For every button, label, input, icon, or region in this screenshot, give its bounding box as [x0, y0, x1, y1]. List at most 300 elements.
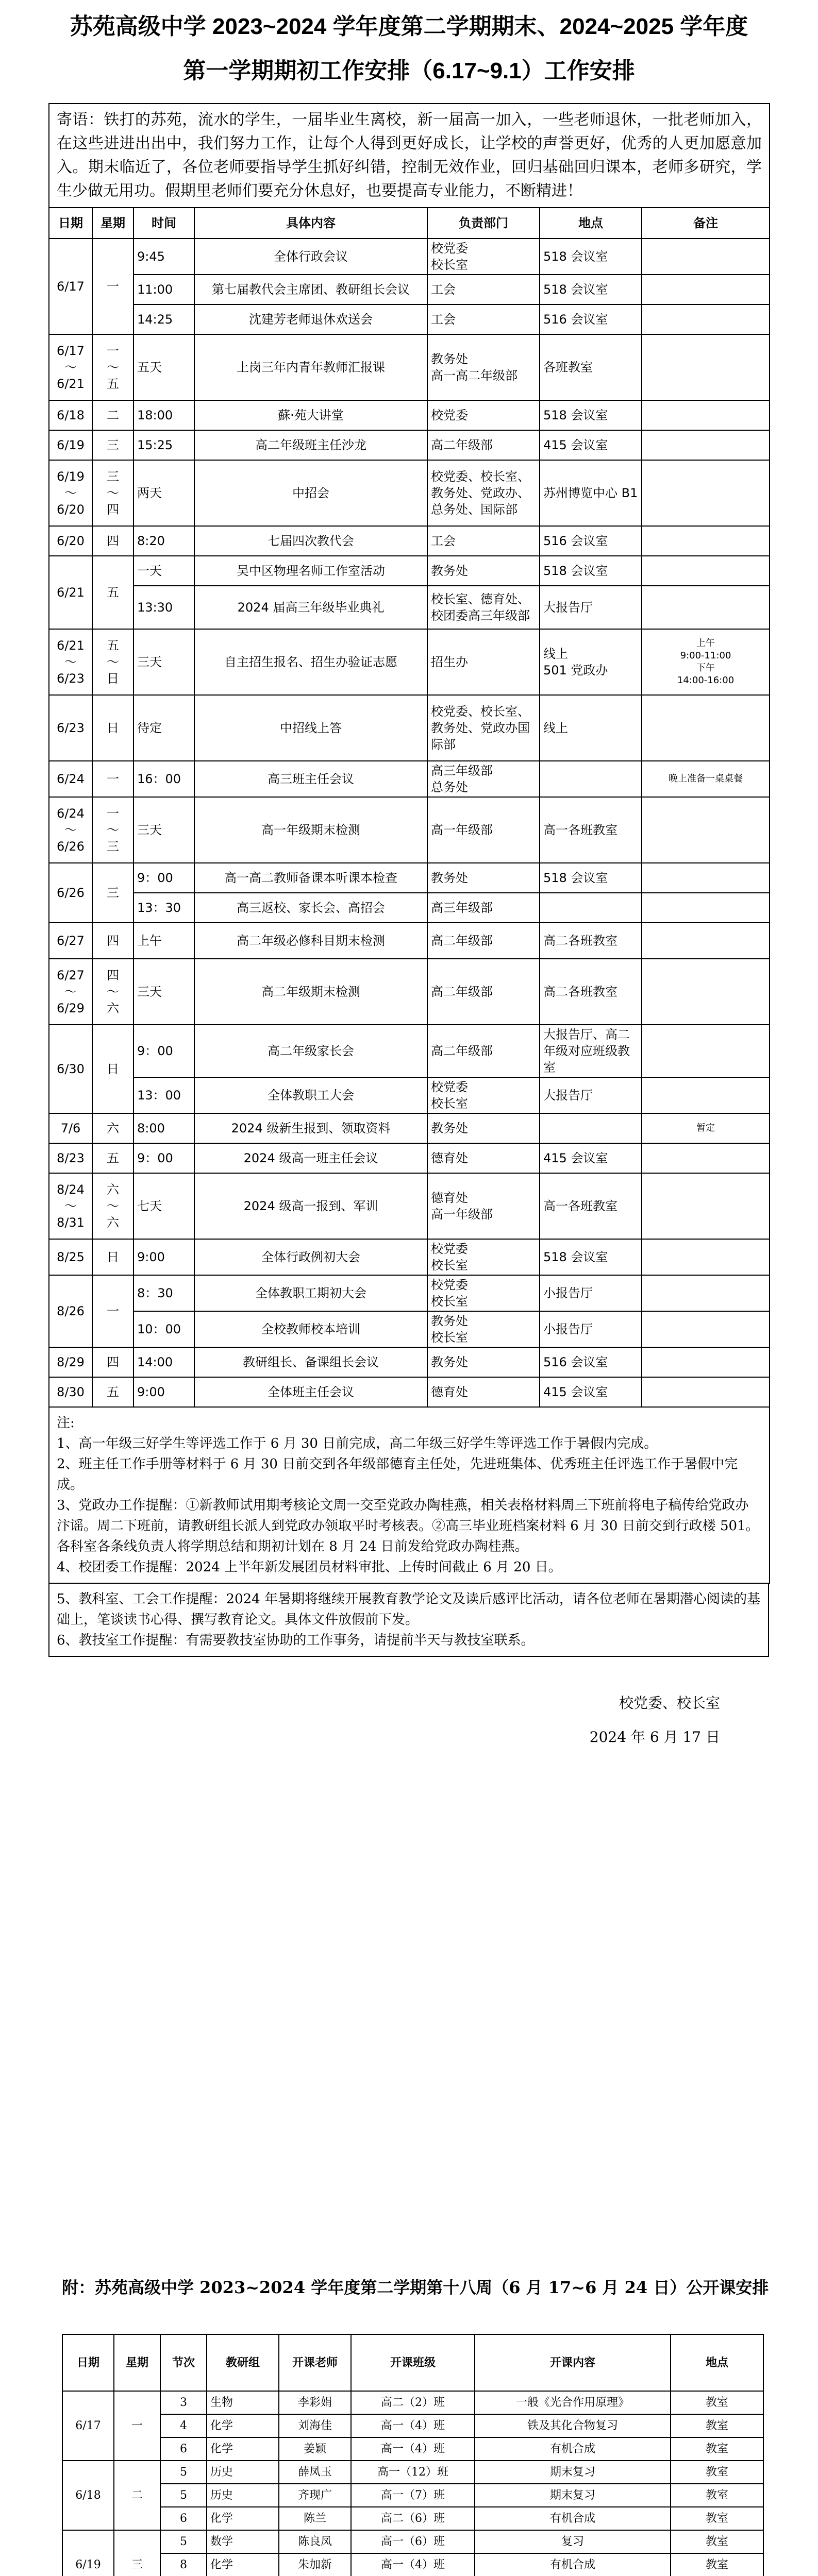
weekday-cell: 三 ～ 四 [92, 460, 133, 526]
period-cell: 5 [160, 2484, 207, 2507]
note-line: 3、党政办工作提醒：①新教师试用期考核论文周一交至党政办陶桂燕，相关表格材料周三下班前将电子稿传给党政办汴谣。周二下班前，请教研组长派人到党政办领取平时考核表。②高三毕业班档案材料 6 月 30 日前交到行政楼 501。各科室各条线负责人将学期总结和期初计划在 8 月 24 日前发给党政办陶桂燕。 [57, 1498, 759, 1554]
remark-cell [642, 695, 770, 761]
period-cell: 5 [160, 2461, 207, 2484]
location-cell: 516 会议室 [540, 1347, 642, 1377]
department-cell: 教务处 校长室 [427, 1311, 540, 1347]
class-cell: 高一（6）班 [351, 2530, 475, 2553]
weekday-cell: 二 [114, 2461, 160, 2530]
location-cell: 415 会议室 [540, 1143, 642, 1173]
location-cell: 大报告厅 [540, 586, 642, 629]
schedule-row [49, 1239, 770, 1275]
schedule-header-row [49, 208, 770, 239]
location-cell: 教室 [671, 2414, 763, 2437]
remark-cell: 暂定 [642, 1113, 770, 1143]
time-cell: 14:25 [133, 304, 194, 334]
remark-cell [642, 460, 770, 526]
department-cell: 高二年级部 [427, 1025, 540, 1077]
date-cell: 6/27 [49, 923, 92, 959]
schedule-row [49, 334, 770, 400]
location-cell: 教室 [671, 2507, 763, 2530]
date-cell: 8/25 [49, 1239, 92, 1275]
teacher-cell: 刘海佳 [279, 2414, 351, 2437]
time-cell: 三天 [133, 629, 194, 695]
department-cell: 高二年级部 [427, 430, 540, 460]
period-cell: 3 [160, 2391, 207, 2414]
schedule-row [49, 239, 770, 275]
note-line: 5、教科室、工会工作提醒：2024 年暑期将继续开展教育教学论文及读后感评比活动，请各位老师在暑期潜心阅读的基础上，笔谈读书心得、撰写教育论文。具体文件放假前下发。 [57, 1591, 760, 1628]
schedule-header-cell: 具体内容 [194, 208, 427, 239]
remark-cell [642, 304, 770, 334]
department-cell: 校长室、德育处、校团委高三年级部 [427, 586, 540, 629]
time-cell: 9:00 [133, 1239, 194, 1275]
department-cell: 高一年级部 [427, 797, 540, 863]
weekday-cell: 五 [92, 1143, 133, 1173]
subject-group-cell: 历史 [207, 2484, 279, 2507]
remark-cell [642, 556, 770, 586]
time-cell: 8:00 [133, 1113, 194, 1143]
location-cell: 教室 [671, 2437, 763, 2461]
location-cell: 教室 [671, 2391, 763, 2414]
signature-date: 2024 年 6 月 17 日 [589, 1728, 720, 1745]
time-cell: 七天 [133, 1173, 194, 1239]
content-cell: 吴中区物理名师工作室活动 [194, 556, 427, 586]
department-cell: 教务处 高一高二年级部 [427, 334, 540, 400]
period-cell: 6 [160, 2437, 207, 2461]
remark-cell [642, 923, 770, 959]
time-cell: 15:25 [133, 430, 194, 460]
note-line: 注: [57, 1415, 75, 1431]
open-class-row [62, 2553, 763, 2576]
schedule-row [49, 893, 770, 923]
location-cell: 415 会议室 [540, 430, 642, 460]
note-line: 1、高一年级三好学生等评选工作于 6 月 30 日前完成，高二年级三好学生等评选工作于暑假内完成。 [57, 1436, 658, 1451]
schedule-row [49, 526, 770, 556]
location-cell: 518 会议室 [540, 239, 642, 275]
subject-group-cell: 化学 [207, 2414, 279, 2437]
document-title-line2: 第一学期期初工作安排（6.17~9.1）工作安排 [183, 58, 635, 83]
content-cell: 高三返校、家长会、高招会 [194, 893, 427, 923]
remark-cell [642, 1347, 770, 1377]
class-cell: 高一（4）班 [351, 2553, 475, 2576]
schedule-row [49, 1377, 770, 1407]
remark-cell [642, 1311, 770, 1347]
open-class-header-cell: 开课班级 [351, 2334, 475, 2391]
content-cell: 高二年级家长会 [194, 1025, 427, 1077]
remark-cell [642, 1275, 770, 1311]
schedule-header-cell: 星期 [92, 208, 133, 239]
content-cell: 全体教职工大会 [194, 1077, 427, 1113]
department-cell: 招生办 [427, 629, 540, 695]
teacher-cell: 齐现广 [279, 2484, 351, 2507]
location-cell: 线上 501 党政办 [540, 629, 642, 695]
weekday-cell: 五 ～ 日 [92, 629, 133, 695]
schedule-row [49, 586, 770, 629]
content-cell: 第七届教代会主席团、教研组长会议 [194, 275, 427, 304]
weekday-cell: 日 [92, 695, 133, 761]
weekday-cell: 一 [92, 761, 133, 797]
remark-cell [642, 893, 770, 923]
location-cell: 大报告厅、高二年级对应班级教室 [540, 1025, 642, 1077]
date-cell: 6/19 ～ 6/20 [49, 460, 92, 526]
department-cell: 教务处 [427, 556, 540, 586]
location-cell [540, 761, 642, 797]
location-cell: 大报告厅 [540, 1077, 642, 1113]
schedule-row [49, 959, 770, 1025]
content-cell: 高三班主任会议 [194, 761, 427, 797]
lesson-content-cell: 一般《光合作用原理》 [475, 2391, 671, 2414]
schedule-row [49, 1311, 770, 1347]
signature-dept: 校党委、校长室 [619, 1694, 720, 1711]
date-cell: 8/26 [49, 1275, 92, 1347]
schedule-row [49, 629, 770, 695]
open-class-title: 附：苏苑高级中学 2023~2024 学年度第二学期第十八周（6 月 17~6 月 24 日）公开课安排 [62, 2278, 769, 2297]
date-cell: 6/19 [49, 430, 92, 460]
teacher-cell: 李彩娟 [279, 2391, 351, 2414]
lesson-content-cell: 有机合成 [475, 2437, 671, 2461]
schedule-row [49, 460, 770, 526]
open-class-header-cell: 开课内容 [475, 2334, 671, 2391]
content-cell: 高二年级期末检测 [194, 959, 427, 1025]
schedule-header-cell: 备注 [642, 208, 770, 239]
location-cell: 518 会议室 [540, 400, 642, 430]
class-cell: 高二（6）班 [351, 2507, 475, 2530]
department-cell: 校党委 校长室 [427, 1275, 540, 1311]
date-cell: 8/30 [49, 1377, 92, 1407]
date-cell: 8/23 [49, 1143, 92, 1173]
weekday-cell: 三 [92, 863, 133, 923]
period-cell: 8 [160, 2553, 207, 2576]
time-cell: 三天 [133, 797, 194, 863]
remark-cell [642, 239, 770, 275]
location-cell: 高一各班教室 [540, 797, 642, 863]
schedule-row [49, 863, 770, 893]
remark-cell [642, 430, 770, 460]
open-class-header-cell: 开课老师 [279, 2334, 351, 2391]
content-cell: 全体行政会议 [194, 239, 427, 275]
weekday-cell: 四 ～ 六 [92, 959, 133, 1025]
notes-inner [49, 1407, 770, 1583]
time-cell: 两天 [133, 460, 194, 526]
remark-cell [642, 1377, 770, 1407]
schedule-table [48, 103, 770, 1584]
class-cell: 高二（2）班 [351, 2391, 475, 2414]
content-cell: 全体教职工期初大会 [194, 1275, 427, 1311]
department-cell: 高三年级部 [427, 893, 540, 923]
class-cell: 高一（12）班 [351, 2461, 475, 2484]
open-class-row [62, 2461, 763, 2484]
department-cell: 高三年级部 总务处 [427, 761, 540, 797]
location-cell: 518 会议室 [540, 275, 642, 304]
date-cell: 6/24 [49, 761, 92, 797]
date-cell: 8/29 [49, 1347, 92, 1377]
time-cell: 11:00 [133, 275, 194, 304]
time-cell: 9:45 [133, 239, 194, 275]
department-cell: 校党委、校长室、教务处、党政办、总务处、国际部 [427, 460, 540, 526]
department-cell: 工会 [427, 275, 540, 304]
teacher-cell: 陈兰 [279, 2507, 351, 2530]
weekday-cell: 一 ～ 三 [92, 797, 133, 863]
schedule-row [49, 1077, 770, 1113]
weekday-cell: 一 [92, 1275, 133, 1347]
schedule-header-cell: 负责部门 [427, 208, 540, 239]
schedule-header-cell: 时间 [133, 208, 194, 239]
time-cell: 9：00 [133, 863, 194, 893]
lesson-content-cell: 有机合成 [475, 2553, 671, 2576]
open-class-row [62, 2437, 763, 2461]
content-cell: 自主招生报名、招生办验证志愿 [194, 629, 427, 695]
weekday-cell: 四 [92, 526, 133, 556]
department-cell: 德育处 [427, 1143, 540, 1173]
location-cell: 教室 [671, 2461, 763, 2484]
location-cell: 线上 [540, 695, 642, 761]
schedule-notes-row [49, 1407, 770, 1583]
department-cell: 校党委 校长室 [427, 239, 540, 275]
content-cell: 高二年级班主任沙龙 [194, 430, 427, 460]
date-cell: 6/18 [49, 400, 92, 430]
schedule-row [49, 923, 770, 959]
weekday-cell: 日 [92, 1239, 133, 1275]
date-cell: 6/24 ～ 6/26 [49, 797, 92, 863]
weekday-cell: 六 [92, 1113, 133, 1143]
remark-cell [642, 863, 770, 893]
schedule-row [49, 797, 770, 863]
remark-cell [642, 797, 770, 863]
department-cell: 高二年级部 [427, 959, 540, 1025]
time-cell: 三天 [133, 959, 194, 1025]
time-cell: 9：00 [133, 1143, 194, 1173]
date-cell: 6/18 [62, 2461, 114, 2530]
note-line: 4、校团委工作提醒：2024 上半年新发展团员材料审批、上传时间截止 6 月 20 日。 [57, 1560, 562, 1575]
location-cell [540, 893, 642, 923]
department-cell: 工会 [427, 526, 540, 556]
department-cell: 德育处 [427, 1377, 540, 1407]
time-cell: 14:00 [133, 1347, 194, 1377]
lesson-content-cell: 期末复习 [475, 2461, 671, 2484]
content-cell: 高二年级必修科目期末检测 [194, 923, 427, 959]
time-cell: 13：00 [133, 1077, 194, 1113]
schedule-row [49, 304, 770, 334]
teacher-cell: 朱加新 [279, 2553, 351, 2576]
date-cell: 6/21 [49, 556, 92, 629]
class-cell: 高一（4）班 [351, 2414, 475, 2437]
weekday-cell: 四 [92, 1347, 133, 1377]
date-cell: 6/26 [49, 863, 92, 923]
period-cell: 6 [160, 2507, 207, 2530]
content-cell: 2024 届高三年级毕业典礼 [194, 586, 427, 629]
schedule-row [49, 556, 770, 586]
weekday-cell: 五 [92, 1377, 133, 1407]
content-cell: 2024 级高一班主任会议 [194, 1143, 427, 1173]
schedule-row [49, 1143, 770, 1173]
time-cell: 8：30 [133, 1275, 194, 1311]
time-cell: 18:00 [133, 400, 194, 430]
subject-group-cell: 数学 [207, 2530, 279, 2553]
location-cell: 516 会议室 [540, 526, 642, 556]
location-cell [540, 1113, 642, 1143]
date-cell: 6/21 ～ 6/23 [49, 629, 92, 695]
remark-cell [642, 1025, 770, 1077]
content-cell: 2024 级高一报到、军训 [194, 1173, 427, 1239]
open-class-header-cell: 星期 [114, 2334, 160, 2391]
content-cell: 七届四次教代会 [194, 526, 427, 556]
department-cell: 校党委 [427, 400, 540, 430]
location-cell: 小报告厅 [540, 1275, 642, 1311]
weekday-cell: 一 [92, 239, 133, 334]
location-cell: 各班教室 [540, 334, 642, 400]
content-cell: 2024 级新生报到、领取资料 [194, 1113, 427, 1143]
department-cell: 校党委 校长室 [427, 1239, 540, 1275]
content-cell: 中招会 [194, 460, 427, 526]
schedule-row [49, 695, 770, 761]
time-cell: 9：00 [133, 1025, 194, 1077]
location-cell: 小报告厅 [540, 1311, 642, 1347]
lesson-content-cell: 复习 [475, 2530, 671, 2553]
open-class-header-cell: 日期 [62, 2334, 114, 2391]
schedule-row [49, 1173, 770, 1239]
lesson-content-cell: 有机合成 [475, 2507, 671, 2530]
department-cell: 教务处 [427, 1113, 540, 1143]
teacher-cell: 陈良凤 [279, 2530, 351, 2553]
subject-group-cell: 化学 [207, 2507, 279, 2530]
open-class-row [62, 2507, 763, 2530]
location-cell: 高一各班教室 [540, 1173, 642, 1239]
location-cell: 518 会议室 [540, 863, 642, 893]
date-cell: 6/17 [49, 239, 92, 334]
time-cell: 8:20 [133, 526, 194, 556]
content-cell: 中招线上答 [194, 695, 427, 761]
content-cell: 全校教师校本培训 [194, 1311, 427, 1347]
open-class-header-row [62, 2334, 763, 2391]
location-cell: 516 会议室 [540, 304, 642, 334]
time-cell: 10：00 [133, 1311, 194, 1347]
content-cell: 高一高二教师备课本听课本检查 [194, 863, 427, 893]
note-line: 2、班主任工作手册等材料于 6 月 30 日前交到各年级部德育主任处，先进班集体、优秀班主任评选工作于暑假中完成。 [57, 1456, 738, 1493]
location-cell: 高二各班教室 [540, 959, 642, 1025]
content-cell: 上岗三年内青年教师汇报课 [194, 334, 427, 400]
schedule-row [49, 1347, 770, 1377]
department-cell: 教务处 [427, 1347, 540, 1377]
notes-outer [48, 1584, 769, 1657]
open-class-row [62, 2414, 763, 2437]
date-cell: 6/17 [62, 2391, 114, 2461]
subject-group-cell: 化学 [207, 2437, 279, 2461]
department-cell: 教务处 [427, 863, 540, 893]
period-cell: 5 [160, 2530, 207, 2553]
date-cell: 6/23 [49, 695, 92, 761]
note-line: 6、教技室工作提醒：有需要教技室协助的工作事务，请提前半天与教技室联系。 [57, 1633, 535, 1648]
remark-cell [642, 1239, 770, 1275]
department-cell: 校党委、校长室、教务处、党政办国际部 [427, 695, 540, 761]
department-cell: 德育处 高一年级部 [427, 1173, 540, 1239]
schedule-row [49, 1025, 770, 1077]
open-class-header-cell: 地点 [671, 2334, 763, 2391]
content-cell: 沈建芳老师退休欢送会 [194, 304, 427, 334]
class-cell: 高一（4）班 [351, 2437, 475, 2461]
date-cell: 6/27 ～ 6/29 [49, 959, 92, 1025]
content-cell: 全体班主任会议 [194, 1377, 427, 1407]
weekday-cell: 六 ～ 六 [92, 1173, 133, 1239]
content-cell: 高一年级期末检测 [194, 797, 427, 863]
time-cell: 五天 [133, 334, 194, 400]
schedule-row [49, 761, 770, 797]
remark-cell [642, 400, 770, 430]
remark-cell [642, 334, 770, 400]
time-cell: 一天 [133, 556, 194, 586]
location-cell: 518 会议室 [540, 556, 642, 586]
lesson-content-cell: 期末复习 [475, 2484, 671, 2507]
remark-cell: 晚上准备一桌桌餐 [642, 761, 770, 797]
time-cell: 16：00 [133, 761, 194, 797]
remark-cell [642, 1077, 770, 1113]
schedule-row [49, 1113, 770, 1143]
time-cell: 上午 [133, 923, 194, 959]
location-cell: 高二各班教室 [540, 923, 642, 959]
weekday-cell: 四 [92, 923, 133, 959]
time-cell: 13：30 [133, 893, 194, 923]
time-cell: 13:30 [133, 586, 194, 629]
schedule-row [49, 400, 770, 430]
date-cell: 8/24 ～ 8/31 [49, 1173, 92, 1239]
department-cell: 工会 [427, 304, 540, 334]
teacher-cell: 薛凤玉 [279, 2461, 351, 2484]
date-cell: 6/19 [62, 2530, 114, 2576]
subject-group-cell: 化学 [207, 2553, 279, 2576]
teacher-cell: 姜颖 [279, 2437, 351, 2461]
open-class-row [62, 2391, 763, 2414]
preface-message: 寄语：铁打的苏苑，流水的学生，一届毕业生离校，新一届高一加入，一些老师退休，一批老师加入，在这些进进出出中，我们努力工作，让每个人得到更好成长，让学校的声誉更好，优秀的人更加愿意加入。期末临近了，各位老师要指导学生抓好纠错，控制无效作业，回归基础回归课本，老师多研究，学生少做无用功。假期里老师们要充分休息好，也要提高专业能力，不断精进！ [49, 104, 770, 208]
content-cell: 全体行政例初大会 [194, 1239, 427, 1275]
weekday-cell: 三 [114, 2530, 160, 2576]
date-cell: 6/17 ～ 6/21 [49, 334, 92, 400]
remark-cell [642, 275, 770, 304]
date-cell: 7/6 [49, 1113, 92, 1143]
open-class-row [62, 2530, 763, 2553]
subject-group-cell: 历史 [207, 2461, 279, 2484]
date-cell: 6/20 [49, 526, 92, 556]
weekday-cell: 一 [114, 2391, 160, 2461]
remark-cell [642, 1143, 770, 1173]
time-cell: 待定 [133, 695, 194, 761]
subject-group-cell: 生物 [207, 2391, 279, 2414]
weekday-cell: 三 [92, 430, 133, 460]
lesson-content-cell: 铁及其化合物复习 [475, 2414, 671, 2437]
schedule-row [49, 275, 770, 304]
remark-cell [642, 526, 770, 556]
document-title-line1: 苏苑高级中学 2023~2024 学年度第二学期期末、2024~2025 学年度 [70, 14, 748, 39]
class-cell: 高一（7）班 [351, 2484, 475, 2507]
schedule-header-cell: 日期 [49, 208, 92, 239]
location-cell: 教室 [671, 2484, 763, 2507]
weekday-cell: 五 [92, 556, 133, 629]
open-class-row [62, 2484, 763, 2507]
remark-cell [642, 586, 770, 629]
content-cell: 蘇·苑大讲堂 [194, 400, 427, 430]
location-cell: 教室 [671, 2530, 763, 2553]
remark-cell: 上午 9:00-11:00 下午 14:00-16:00 [642, 629, 770, 695]
date-cell: 6/30 [49, 1025, 92, 1113]
location-cell: 教室 [671, 2553, 763, 2576]
location-cell: 苏州博览中心 B1 [540, 460, 642, 526]
department-cell: 高二年级部 [427, 923, 540, 959]
open-class-header-cell: 节次 [160, 2334, 207, 2391]
remark-cell [642, 1173, 770, 1239]
weekday-cell: 日 [92, 1025, 133, 1113]
schedule-row [49, 430, 770, 460]
remark-cell [642, 959, 770, 1025]
time-cell: 9:00 [133, 1377, 194, 1407]
schedule-row [49, 1275, 770, 1311]
open-class-header-cell: 教研组 [207, 2334, 279, 2391]
